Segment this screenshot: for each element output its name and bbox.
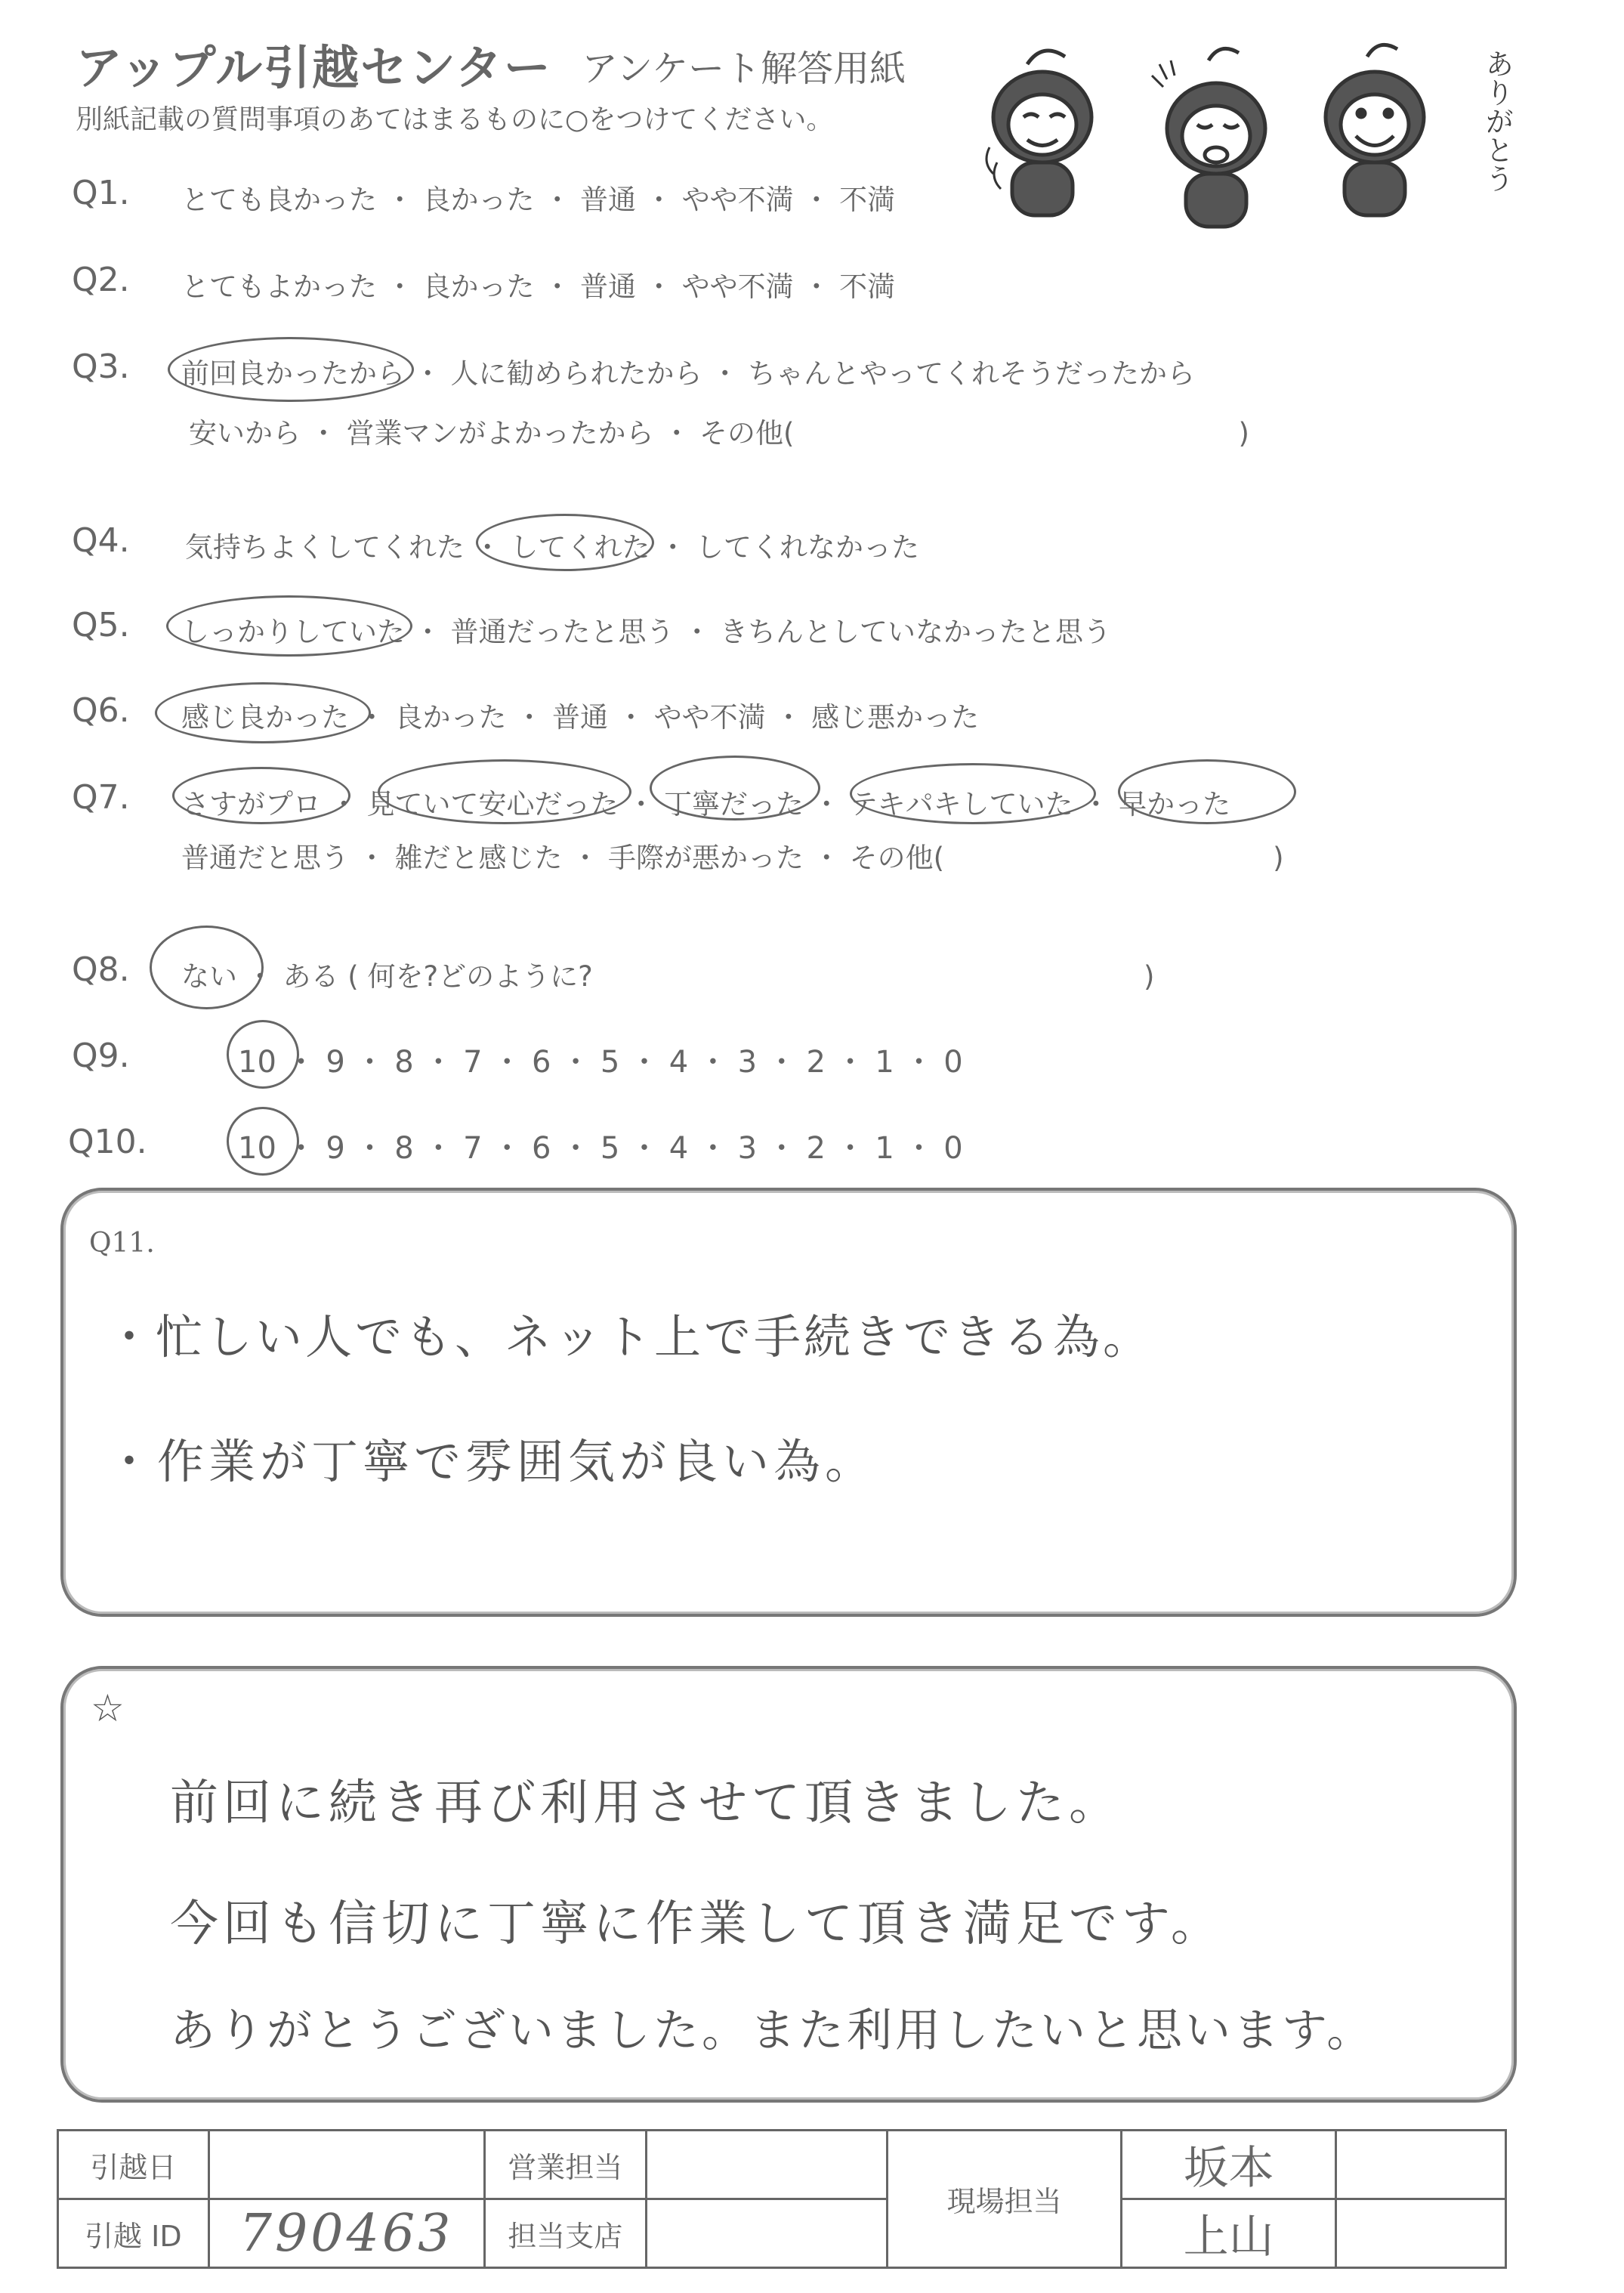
sales-rep-label: 営業担当 xyxy=(484,2131,647,2199)
q5-label: Q5. xyxy=(72,606,130,644)
moving-date-label: 引越日 xyxy=(58,2131,209,2199)
q10-answer-circle xyxy=(227,1107,299,1176)
site-staff-value-2: 上山 xyxy=(1121,2199,1336,2268)
q7-answer-circle-4 xyxy=(850,763,1096,824)
q3-answer-circle xyxy=(168,337,414,402)
q8-answer-circle xyxy=(150,926,264,1009)
q4-answer-circle xyxy=(476,514,654,571)
form-subtitle: アンケート解答用紙 xyxy=(582,48,906,90)
q9-answer-circle xyxy=(227,1020,299,1089)
q4-options: 気持ちよくしてくれた ・ してくれた ・ してくれなかった xyxy=(185,531,920,564)
q7-label: Q7. xyxy=(72,778,130,817)
q7-answer-circle-1 xyxy=(172,767,350,824)
sales-rep-value xyxy=(647,2131,888,2199)
thanks-text: ありがとう xyxy=(1480,49,1514,193)
monkey-mascot-3-icon xyxy=(1326,45,1424,215)
free-comment-line-3: ありがとうございました。また利用したいと思います。 xyxy=(170,2004,1375,2057)
moving-info-table xyxy=(57,2129,1507,2269)
monkey-mascot-1-icon xyxy=(986,51,1091,215)
q10-label: Q10. xyxy=(68,1123,147,1161)
q3-label: Q3. xyxy=(72,348,130,386)
q10-options: 10 ・ 9 ・ 8 ・ 7 ・ 6 ・ 5 ・ 4 ・ 3 ・ 2 ・ 1 ・ 0 xyxy=(238,1131,963,1166)
monkey-mascots-illustration xyxy=(982,34,1526,238)
q8-options: ない ・ ある ( 何を?どのように? ) xyxy=(181,960,1155,993)
q11-comment-box xyxy=(60,1188,1517,1617)
q3-options-line2: 安いから ・ 営業マンがよかったから ・ その他( ) xyxy=(189,417,1249,450)
moving-id-label: 引越 ID xyxy=(58,2199,209,2268)
q11-comment-line-2: ・作業が丁寧で雰囲気が良い為。 xyxy=(106,1434,877,1489)
q7-options-line1: さすがプロ ・ 見ていて安心だった ・ 丁寧だった ・ テキパキしていた ・ 早かった xyxy=(181,788,1231,820)
q7-answer-circle-3 xyxy=(650,756,820,820)
instruction-text: 別紙記載の質問事項のあてはまるものに○をつけてください。 xyxy=(76,104,834,135)
moving-id-value: 790463 xyxy=(208,2199,484,2268)
free-comment-line-1: 前回に続き再び利用させて頂きました。 xyxy=(170,1775,1122,1831)
q7-answer-circle-2 xyxy=(378,759,631,824)
q6-options: 感じ良かった ・ 良かった ・ 普通 ・ やや不満 ・ 感じ悪かった xyxy=(181,701,980,734)
free-comment-line-2: 今回も信切に丁寧に作業して頂き満足です。 xyxy=(170,1896,1224,1952)
q2-label: Q2. xyxy=(72,261,130,299)
q9-label: Q9. xyxy=(72,1037,130,1075)
q1-options: とても良かった ・ 良かった ・ 普通 ・ やや不満 ・ 不満 xyxy=(181,184,896,216)
q6-label: Q6. xyxy=(72,691,130,730)
branch-label: 担当支店 xyxy=(484,2199,647,2268)
q7-options-line2: 普通だと思う ・ 雑だと感じた ・ 手際が悪かった ・ その他( ) xyxy=(181,842,1284,874)
q11-comment-line-1: ・忙しい人でも、ネット上で手続きできる為。 xyxy=(106,1309,1153,1364)
q8-label: Q8. xyxy=(72,950,130,989)
site-staff-extra-2 xyxy=(1336,2199,1506,2268)
branch-value xyxy=(647,2199,888,2268)
q11-label: Q11. xyxy=(89,1228,155,1259)
site-staff-extra-1 xyxy=(1336,2131,1506,2199)
monkey-mascot-2-icon xyxy=(1152,48,1265,227)
q4-label: Q4. xyxy=(72,521,130,560)
star-icon: ☆ xyxy=(91,1686,125,1730)
q5-options: しっかりしていた ・ 普通だったと思う ・ きちんとしていなかったと思う xyxy=(181,616,1112,648)
site-staff-value-1: 坂本 xyxy=(1121,2131,1336,2199)
moving-date-value xyxy=(208,2131,484,2199)
q2-options: とてもよかった ・ 良かった ・ 普通 ・ やや不満 ・ 不満 xyxy=(181,270,896,303)
q6-answer-circle xyxy=(155,682,371,743)
q1-label: Q1. xyxy=(72,174,130,212)
q5-answer-circle xyxy=(166,595,412,657)
q3-options-line1: 前回良かったから ・ 人に勧められたから ・ ちゃんとやってくれそうだったから xyxy=(181,357,1196,390)
form-title: アップル引越センター xyxy=(76,40,552,95)
site-staff-label: 現場担当 xyxy=(888,2131,1121,2268)
q7-answer-circle-5 xyxy=(1118,759,1296,824)
q9-options: 10 ・ 9 ・ 8 ・ 7 ・ 6 ・ 5 ・ 4 ・ 3 ・ 2 ・ 1 ・ 0 xyxy=(238,1045,963,1080)
